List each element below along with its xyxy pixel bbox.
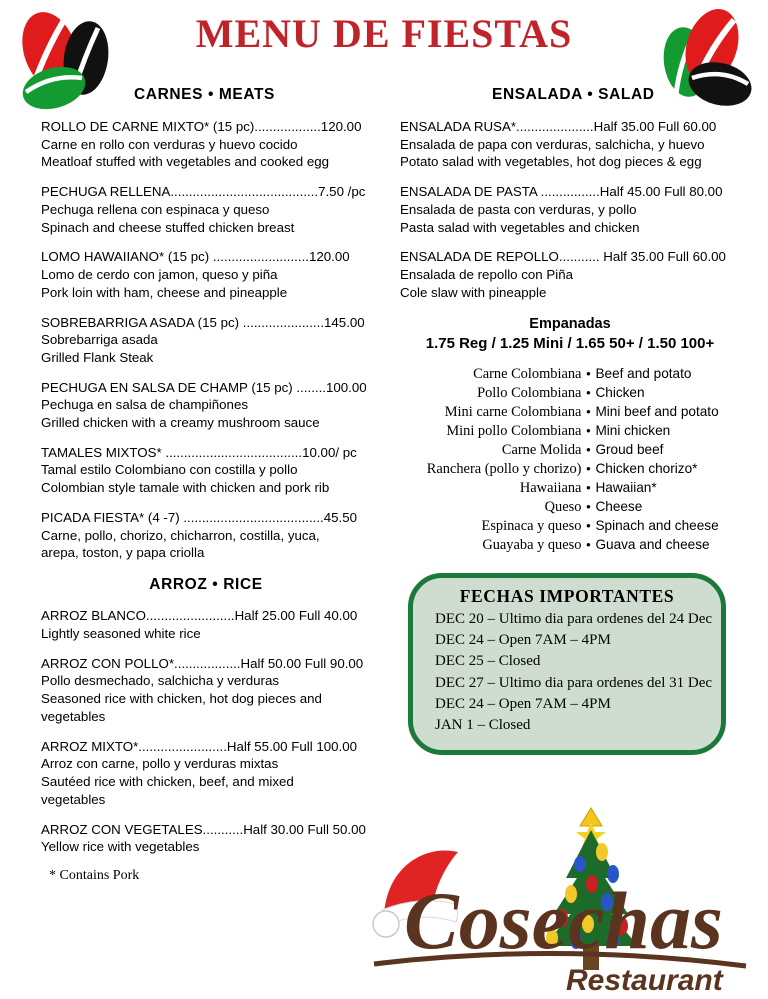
table-row xyxy=(400,517,740,536)
item-desc-en2: vegetables xyxy=(41,708,106,724)
bullet-icon: • xyxy=(586,498,591,514)
important-date-line: DEC 24 – Open 7AM – 4PM xyxy=(435,695,611,712)
menu-item xyxy=(400,183,740,236)
menu-item xyxy=(41,444,371,497)
important-dates-title: FECHAS IMPORTANTES xyxy=(459,585,675,606)
menu-header xyxy=(0,0,768,112)
item-desc-es: Tamal estilo Colombiano con costilla y pollo xyxy=(41,462,298,478)
item-desc-en: Grilled chicken with a creamy mushroom sauce xyxy=(41,415,320,431)
menu-item xyxy=(400,118,740,171)
important-dates-box xyxy=(408,573,726,756)
menu-item xyxy=(41,655,371,726)
menu-item xyxy=(41,314,371,367)
item-name: ARROZ BLANCO........................Half 25.00 Full 40.00 xyxy=(41,608,358,624)
item-desc-en: Grilled Flank Steak xyxy=(41,349,154,365)
item-desc-es: Lomo de cerdo con jamon, queso y piña xyxy=(41,266,278,282)
bullet-icon: • xyxy=(586,517,591,533)
empanada-name-es: Pollo Colombiana xyxy=(477,384,582,401)
empanada-name-es: Hawaiiana xyxy=(519,479,582,496)
bullet-icon: • xyxy=(586,422,591,438)
item-desc-es: Sobrebarriga asada xyxy=(41,332,158,348)
bullet-icon: • xyxy=(586,460,591,476)
item-desc-es: Carne en rollo con verduras y huevo cocido xyxy=(41,136,298,152)
item-name: ARROZ MIXTO*........................Half 55.00 Full 100.00 xyxy=(41,738,358,754)
section-heading-empanadas: Empanadas xyxy=(529,315,611,332)
menu-item xyxy=(400,248,740,301)
item-name: PICADA FIESTA* (4 -7) ......................................45.50 xyxy=(41,510,358,526)
item-desc-es: Pechuga en salsa de champiñones xyxy=(41,397,248,413)
table-row xyxy=(400,422,740,441)
item-name: ENSALADA DE REPOLLO........... Half 35.00 Full 60.00 xyxy=(400,249,726,265)
item-name: ARROZ CON VEGETALES...........Half 30.00 Full 50.00 xyxy=(41,821,366,837)
logo-brand-text: Cosechas xyxy=(404,875,723,966)
important-date-line: DEC 24 – Open 7AM – 4PM xyxy=(435,631,611,648)
item-desc-es: Carne, pollo, chorizo, chicharron, costilla, yuca, xyxy=(41,527,320,543)
menu-item xyxy=(41,248,371,301)
empanada-name-en: Spinach and cheese xyxy=(595,517,719,533)
item-desc-en: arepa, toston, y papa criolla xyxy=(41,545,205,561)
empanada-name-en: Chicken chorizo* xyxy=(595,460,698,476)
menu-item xyxy=(41,738,371,809)
bullet-icon: • xyxy=(586,536,591,552)
empanada-name-en: Mini beef and potato xyxy=(595,403,719,419)
empanada-name-en: Beef and potato xyxy=(595,365,692,381)
item-desc-es: Pollo desmechado, salchicha y verduras xyxy=(41,673,279,689)
important-date-line: DEC 25 – Closed xyxy=(435,653,541,670)
logo-subtitle-text: Restaurant xyxy=(566,964,723,994)
item-name: PECHUGA RELLENA........................................7.50 /pc xyxy=(41,184,366,200)
restaurant-logo xyxy=(366,806,762,994)
empanada-name-es: Mini carne Colombiana xyxy=(444,403,582,420)
menu-item xyxy=(41,607,371,642)
table-row xyxy=(400,403,740,422)
item-name: ENSALADA RUSA*.....................Half 35.00 Full 60.00 xyxy=(400,119,717,134)
empanada-name-es: Guayaba y queso xyxy=(482,536,582,553)
empanada-name-en: Hawaiian* xyxy=(595,479,657,495)
item-name: SOBREBARRIGA ASADA (15 pc) ......................145.00 xyxy=(41,314,365,330)
coffee-beans-logo-right xyxy=(650,6,760,111)
item-desc-en: Spinach and cheese stuffed chicken breast xyxy=(41,219,295,235)
item-name: ARROZ CON POLLO*..................Half 50.00 Full 90.00 xyxy=(41,655,364,671)
item-desc-en2: vegetables xyxy=(41,791,106,807)
empanadas-prices: 1.75 Reg / 1.25 Mini / 1.65 50+ / 1.50 100+ xyxy=(425,334,715,352)
item-name: TAMALES MIXTOS* .....................................10.00/ pc xyxy=(41,444,357,460)
item-name: PECHUGA EN SALSA DE CHAMP (15 pc) ........100.00 xyxy=(41,379,367,395)
bullet-icon: • xyxy=(586,403,591,419)
important-date-line: DEC 20 – Ultimo dia para ordenes del 24 Dec xyxy=(435,610,713,627)
column-right xyxy=(400,118,740,755)
important-date-line: JAN 1 – Closed xyxy=(435,717,531,734)
empanada-name-es: Carne Molida xyxy=(501,441,582,458)
empanada-name-es: Ranchera (pollo y chorizo) xyxy=(426,460,582,477)
empanada-name-es: Carne Colombiana xyxy=(473,365,582,382)
empanada-name-es: Mini pollo Colombiana xyxy=(446,422,582,439)
empanada-name-es: Espinaca y queso xyxy=(481,517,582,534)
empanada-name-en: Mini chicken xyxy=(595,422,671,438)
table-row xyxy=(400,479,740,498)
item-desc-en: Meatloaf stuffed with vegetables and cooked egg xyxy=(41,154,330,170)
section-heading-salad: ENSALADA • SALAD xyxy=(492,86,655,103)
section-heading-rice: ARROZ • RICE xyxy=(149,576,263,594)
item-desc-en: Cole slaw with pineapple xyxy=(400,284,547,300)
empanada-name-en: Guava and cheese xyxy=(595,536,710,552)
item-name: ENSALADA DE PASTA ................Half 45.00 Full 80.00 xyxy=(400,184,723,200)
menu-item xyxy=(41,379,371,432)
item-desc-en: Colombian style tamale with chicken and pork rib xyxy=(41,480,330,496)
item-desc-es: Ensalada de pasta con verduras, y pollo xyxy=(400,201,637,217)
bullet-icon: • xyxy=(586,441,591,457)
item-desc-es: Pechuga rellena con espinaca y queso xyxy=(41,201,270,217)
item-desc-es: Ensalada de repollo con Piña xyxy=(400,266,573,282)
bullet-icon: • xyxy=(586,384,591,400)
item-name: LOMO HAWAIIANO* (15 pc) ..........................120.00 xyxy=(41,249,350,265)
table-row xyxy=(400,536,740,555)
column-left xyxy=(41,118,371,884)
menu-item xyxy=(41,183,371,236)
item-desc-en: Potato salad with vegetables, hot dog pieces & egg xyxy=(400,154,702,170)
section-heading-meats: CARNES • MEATS xyxy=(134,86,275,103)
table-row xyxy=(400,441,740,460)
empanada-name-en: Cheese xyxy=(595,498,643,514)
item-desc-en: Pork loin with ham, cheese and pineapple xyxy=(41,284,288,300)
table-row xyxy=(400,384,740,403)
menu-item xyxy=(41,509,371,562)
item-desc-en: Sautéed rice with chicken, beef, and mixed xyxy=(41,773,294,789)
empanada-name-en: Groud beef xyxy=(595,441,664,457)
empanadas-table xyxy=(400,365,740,555)
bullet-icon: • xyxy=(586,365,591,381)
footnote-contains-pork: * Contains Pork xyxy=(49,867,140,883)
item-desc-en: Pasta salad with vegetables and chicken xyxy=(400,219,640,235)
item-desc-en: Seasoned rice with chicken, hot dog pieces and xyxy=(41,690,322,706)
page-title: MENU DE FIESTAS xyxy=(195,11,573,56)
item-desc-es: Arroz con carne, pollo y verduras mixtas xyxy=(41,756,279,772)
item-desc-es: Lightly seasoned white rice xyxy=(41,625,201,641)
table-row xyxy=(400,498,740,517)
item-desc-es: Ensalada de papa con verduras, salchicha, y huevo xyxy=(400,136,705,152)
empanada-name-es: Queso xyxy=(544,498,582,515)
empanada-name-en: Chicken xyxy=(595,384,645,400)
menu-item xyxy=(41,118,371,171)
item-name: ROLLO DE CARNE MIXTO* (15 pc)..................120.00 xyxy=(41,119,362,134)
bullet-icon: • xyxy=(586,479,591,495)
table-row xyxy=(400,460,740,479)
item-desc-es: Yellow rice with vegetables xyxy=(41,839,200,855)
important-date-line: DEC 27 – Ultimo dia para ordenes del 31 Dec xyxy=(435,674,713,691)
menu-item xyxy=(41,821,371,856)
table-row xyxy=(400,365,740,384)
